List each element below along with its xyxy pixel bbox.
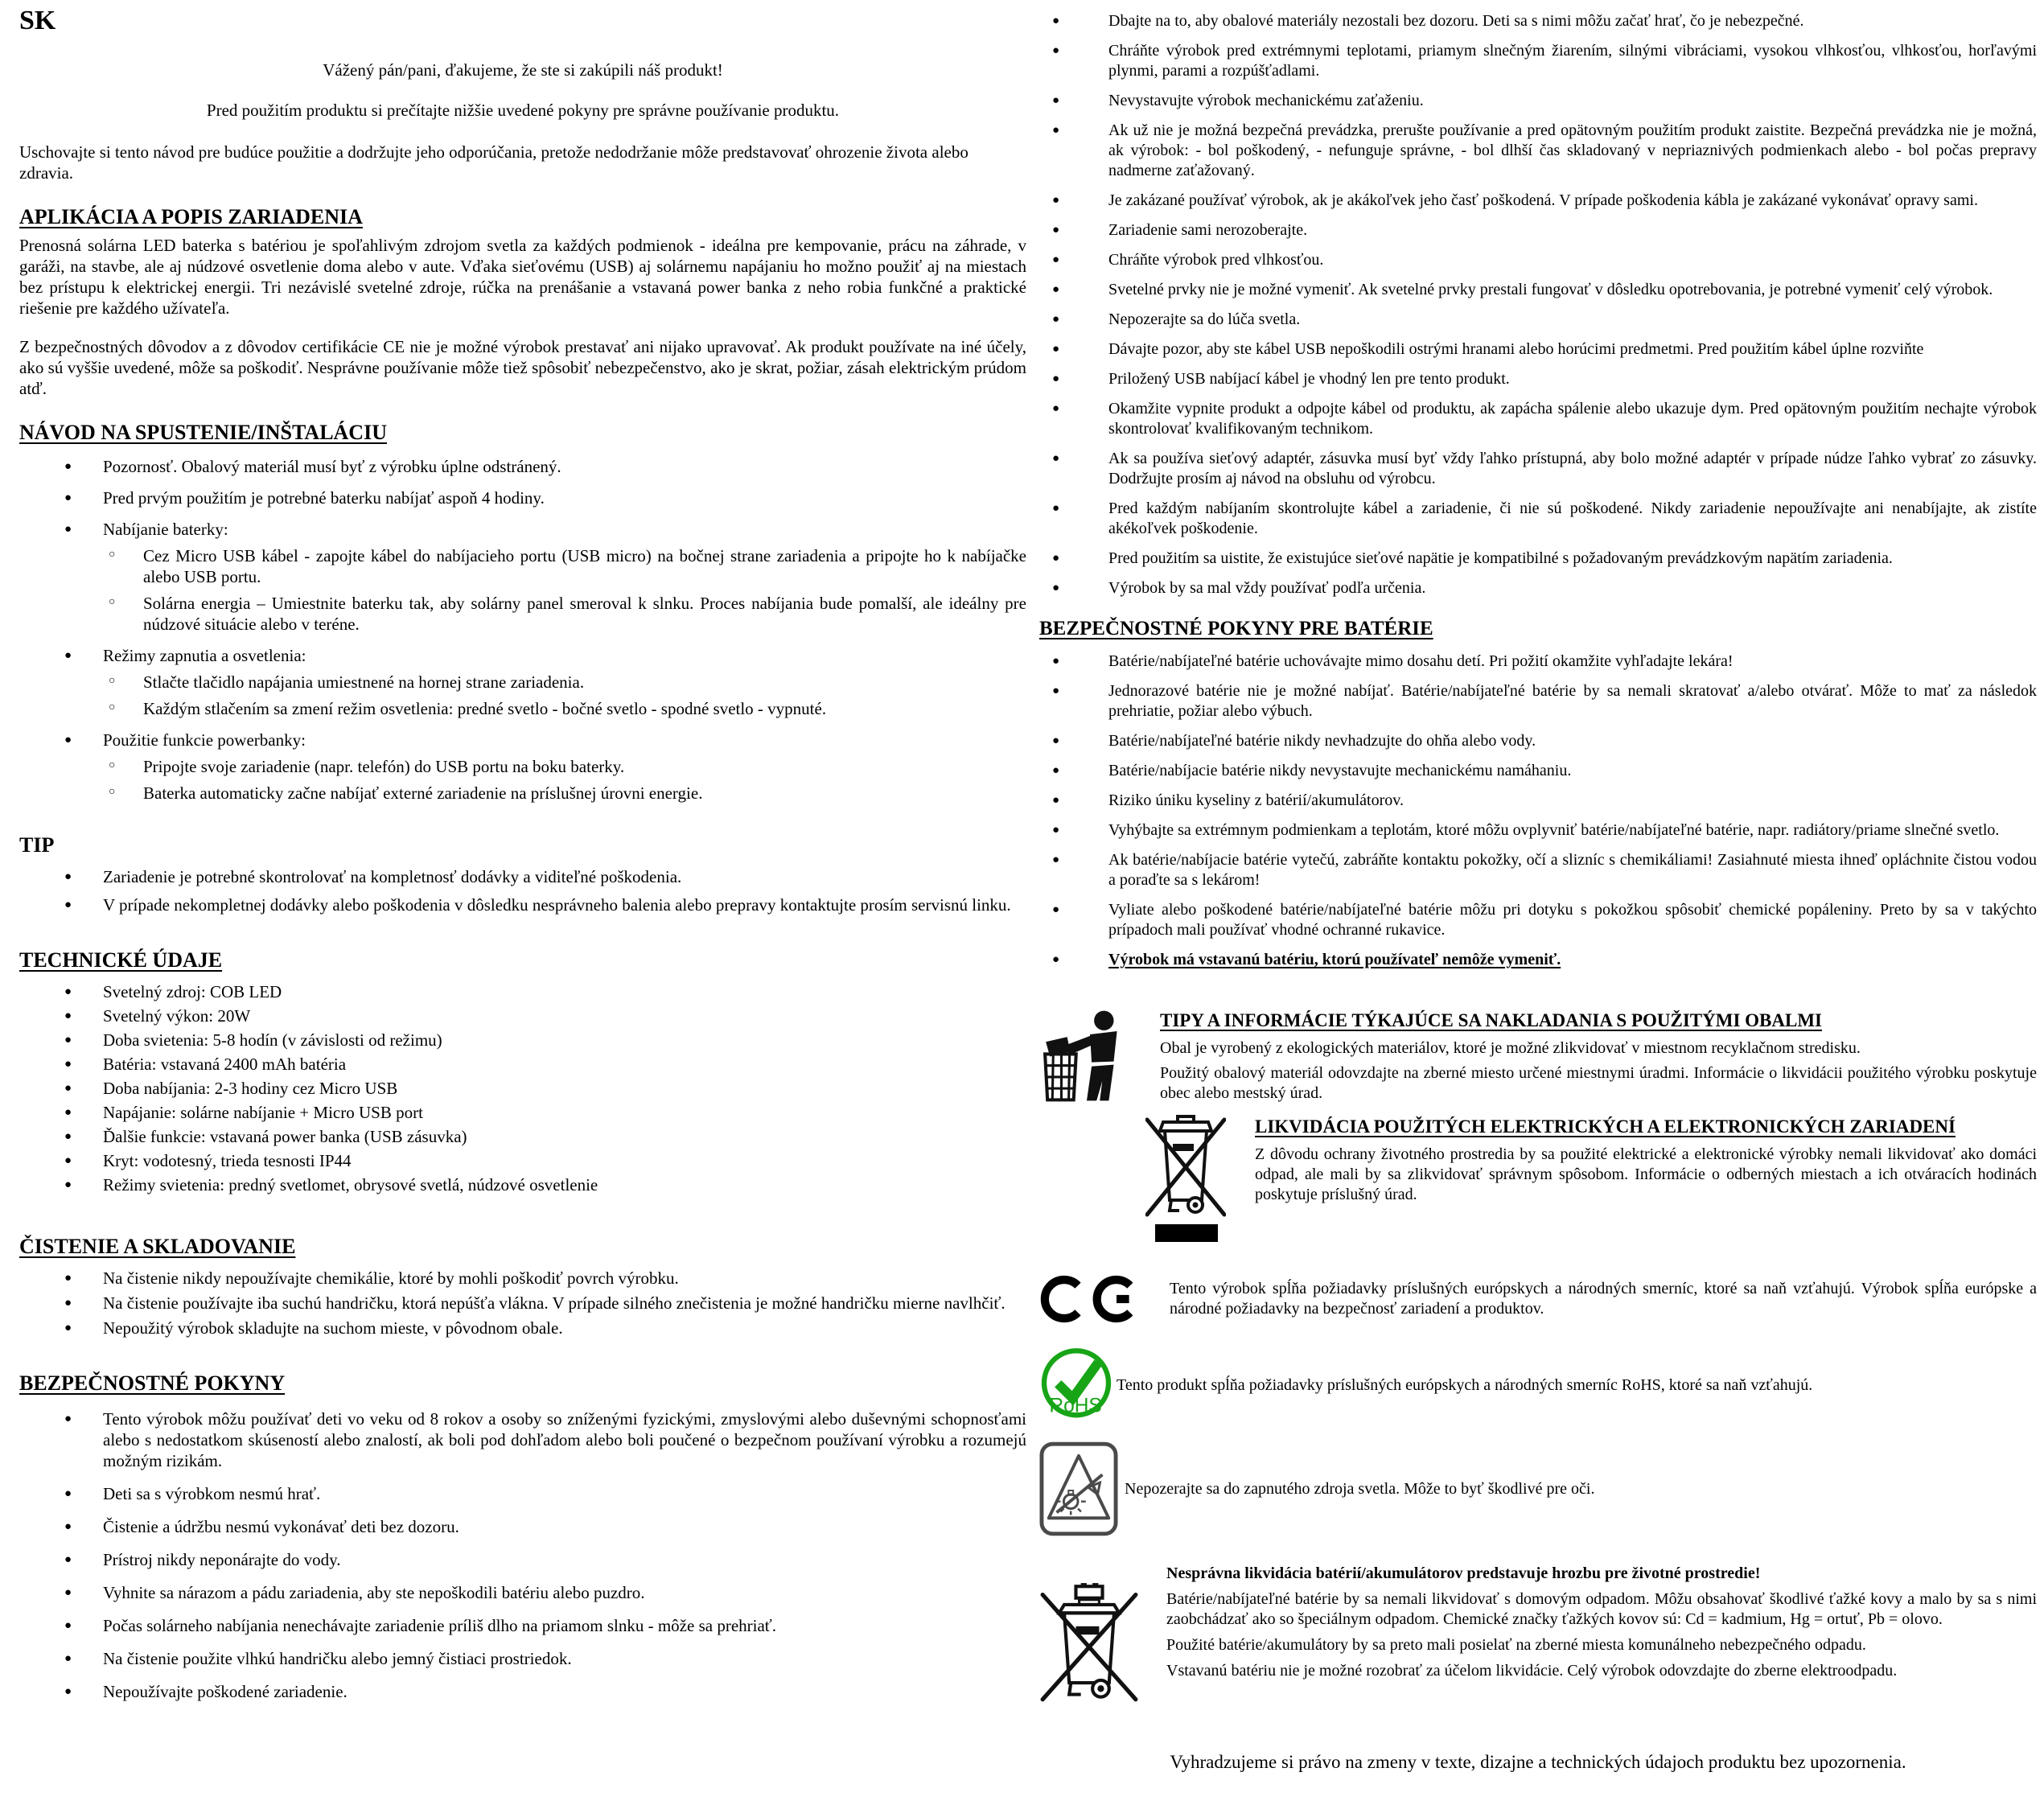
list-item: ● Ďalšie funkcie: vstavaná power banka (USB zásuvka)	[19, 1126, 1026, 1147]
safety-list-continued	[1039, 11, 2037, 598]
ce-text	[1170, 1279, 2037, 1319]
list-item: ● Zariadenie sami nerozoberajte.	[1039, 220, 2037, 241]
section-heading-application: APLIKÁCIA A POPIS ZARIADENIA	[19, 205, 363, 228]
cleaning-list	[19, 1268, 1026, 1338]
rohs-icon	[1039, 1345, 1113, 1425]
list-item: ● Chráňte výrobok pred extrémnymi teplotami, priamym slnečným žiarením, silnými vibráciami, vysokou vlhkosťou, vlhkosťou, horľavými plynmi, parami a rozpúšťadlami.	[1039, 41, 2037, 81]
section-heading-battery-safety: BEZPEČNOSTNÉ POKYNY PRE BATÉRIE	[1039, 618, 1433, 639]
list-item: ● Na čistenie používajte iba suchú handričku, ktorá nepúšťa vlákna. V prípade silného znečistenia je možné handričku mierne navlhčiť.	[19, 1293, 1026, 1314]
list-item: ● Vyhýbajte sa extrémnym podmienkam a teplotám, ktoré môžu ovplyvniť batérie/nabíjateľné batérie, napr. radiátory/priame slnečné svetlo.	[1039, 820, 2037, 841]
list-item: ● Ak sa používa sieťový adaptér, zásuvka musí byť vždy ľahko prístupná, aby bolo možné adaptér v prípade núdze ľahko vybrať zo zásuvky. Dodržujte prosím aj návod na obsluhu od výrobcu.	[1039, 449, 2037, 489]
light-warning-section	[1039, 1441, 2037, 1536]
ce-paragraph: Tento výrobok spĺňa požiadavky príslušných európskych a národných smerníc, ktoré sa naň vzťahujú. Výrobok spĺňa európske a národné požiadavky na bezpečnosť zariadení a produktov.	[1170, 1280, 2037, 1318]
list-item: ● Na čistenie nikdy nepoužívajte chemikálie, ktoré by mohli poškodiť povrch výrobku.	[19, 1268, 1026, 1289]
list-item: ● Okamžite vypnite produkt a odpojte kábel od produktu, ak zapácha spálenie alebo ukazuje dym. Pred opätovným použitím nechajte výrobok skontrolovať kvalifikovaným technikom.	[1039, 399, 2037, 439]
list-item: ● Riziko úniku kyseliny z batérií/akumulátorov.	[1039, 791, 2037, 811]
application-paragraph-2: Z bezpečnostných dôvodov a z dôvodov certifikácie CE nie je možné výrobok prestavať ani nijako upravovať. Ak produkt používate na iné účely, ako sú vyššie uvedené, môže sa poškodiť. Nesprávne používanie môže tiež spôsobiť nebezpečenstvo, ako je skrat, požiar, zásah elektrickým prúdom atď.	[19, 337, 1026, 398]
battery-safety-list	[1039, 652, 2037, 970]
sub-list-item: ○ Solárna energia – Umiestnite baterku tak, aby solárny panel smeroval k slnku. Proces nabíjania bude pomalší, ale ideálny pre núdzové situácie alebo v teréne.	[103, 593, 1026, 635]
list-item: ● Pred použitím sa uistite, že existujúce sieťové napätie je kompatibilné s požadovaným prevádzkovým napätím zariadenia.	[1039, 549, 2037, 569]
list-item: ● Výrobok má vstavanú batériu, ktorú používateľ nemôže vymeniť.	[1039, 950, 2037, 970]
weee-bin-icon	[1145, 1115, 1240, 1242]
rohs-paragraph: Tento produkt spĺňa požiadavky príslušných európskych a národných smerníc RoHS, ktoré sa naň vzťahujú.	[1117, 1375, 1813, 1394]
light-warning-text	[1125, 1479, 2037, 1499]
tech-list	[19, 981, 1026, 1195]
packaging-title: TIPY A INFORMÁCIE TÝKAJÚCE SA NAKLADANIA S POUŽITÝMI OBALMI	[1160, 1010, 1822, 1030]
list-item: ● Batéria: vstavaná 2400 mAh batéria	[19, 1054, 1026, 1075]
battery-disposal-paragraph-2: Použité batérie/akumulátory by sa preto mali posielať na zberné miesta komunálneho nebezpečného odpadu.	[1166, 1636, 1866, 1654]
battery-disposal-paragraph-1: Batérie/nabíjateľné batérie by sa nemali likvidovať s domovým odpadom. Môžu obsahovať škodlivé ťažké kovy a malo by sa s nimi zaobchádzať ako so špeciálnym odpadom. Chemické značky ťažkých kovov sú: Cd = kadmium, Hg = ortuť, Pb = olovo.	[1166, 1590, 2037, 1628]
section-heading-cleaning: ČISTENIE A SKLADOVANIE	[19, 1235, 296, 1258]
list-item: ● Režimy svietenia: predný svetlomet, obrysové svetlá, núdzové osvetlenie	[19, 1174, 1026, 1195]
packaging-paragraph-2: Použitý obalový materiál odovzdajte na zberné miesto určené miestnymi úradmi. Informácie o likvidácii použitého výrobku poskytuje obec alebo mestský úrad.	[1160, 1064, 2037, 1102]
left-column	[19, 0, 1026, 1702]
sub-list-item: ○ Cez Micro USB kábel - zapojte kábel do nabíjacieho portu (USB micro) na bočnej strane zariadenia a pripojte ho k nabíjačke alebo USB portu.	[103, 545, 1026, 587]
list-item: ● Svetelné prvky nie je možné vymeniť. Ak svetelné prvky prestali fungovať v dôsledku opotrebovania, je potrebné vymeniť celý výrobok.	[1039, 280, 2037, 300]
packaging-disposal-section	[1039, 1009, 2037, 1104]
list-item: ● Ak batérie/nabíjacie batérie vytečú, zabráňte kontaktu pokožky, očí a slizníc s chemikáliami! Zasiahnuté miesta ihneď opláchnite čistou vodou a poraďte sa s lekárom!	[1039, 850, 2037, 890]
list-item: ● Výrobok by sa mal vždy používať podľa určenia.	[1039, 578, 2037, 598]
footer-note: Vyhradzujeme si právo na zmeny v texte, dizajne a technických údajoch produktu bez upozornenia.	[1170, 1752, 1906, 1772]
sub-list-item: ○ Stlačte tlačidlo napájania umiestnené na hornej strane zariadenia.	[103, 672, 1026, 693]
packaging-text	[1160, 1009, 2037, 1104]
weee-date-bar	[1155, 1224, 1218, 1242]
sub-list-item: ○ Baterka automaticky začne nabíjať externé zariadenie na príslušnej úrovni energie.	[103, 783, 1026, 804]
sub-list	[103, 545, 1026, 635]
section-heading-startup: NÁVOD NA SPUSTENIE/INŠTALÁCIU	[19, 421, 387, 444]
list-item: ● Batérie/nabíjateľné batérie nikdy nevhadzujte do ohňa alebo vody.	[1039, 731, 2037, 751]
section-heading-tech: TECHNICKÉ ÚDAJE	[19, 948, 223, 972]
list-item: ● Na čistenie použite vlhkú handričku alebo jemný čistiaci prostriedok.	[19, 1648, 1026, 1669]
list-item: ● Dbajte na to, aby obalové materiály nezostali bez dozoru. Deti sa s nimi môžu začať hrať, čo je nebezpečné.	[1039, 11, 2037, 31]
list-item: ● Dávajte pozor, aby ste kábel USB nepoškodili ostrými hranami alebo horúcimi predmetmi. Pred použitím kábel úplne rozviňte	[1039, 339, 2037, 360]
battery-disposal-section	[1039, 1564, 2037, 1704]
sub-list-item: ○ Pripojte svoje zariadenie (napr. telefón) do USB portu na boku baterky.	[103, 756, 1026, 777]
list-item: ● Chráňte výrobok pred vlhkosťou.	[1039, 250, 2037, 270]
list-item: ● Zariadenie je potrebné skontrolovať na kompletnosť dodávky a viditeľné poškodenia.	[19, 866, 1026, 887]
rohs-section	[1039, 1345, 2037, 1425]
list-item: ● Nevystavujte výrobok mechanickému zaťaženiu.	[1039, 91, 2037, 111]
battery-disposal-text	[1166, 1564, 2037, 1681]
list-item: ● Doba svietenia: 5-8 hodín (v závislosti od režimu)	[19, 1030, 1026, 1051]
list-item: ● Svetelný zdroj: COB LED	[19, 981, 1026, 1002]
list-item: ● Čistenie a údržbu nesmú vykonávať deti bez dozoru.	[19, 1516, 1026, 1537]
list-item: ● Svetelný výkon: 20W	[19, 1005, 1026, 1026]
language-code: SK	[19, 6, 56, 35]
list-item: ● Batérie/nabíjacie batérie nikdy nevystavujte mechanickému namáhaniu.	[1039, 761, 2037, 781]
sub-list	[103, 756, 1026, 804]
packaging-paragraph-1: Obal je vyrobený z ekologických materiálov, ktoré je možné zlikvidovať v miestnom recyklačnom stredisku.	[1160, 1039, 1861, 1057]
list-item: ● Ak už nie je možná bezpečná prevádzka, prerušte používanie a pred opätovným použitím produkt zaistite. Bezpečná prevádzka nie je možná, ak výrobok: - bol poškodený, - nefunguje správne, - bol dlhší čas skladovaný v nepriaznivých podmienkach alebo - bol počas prepravy nadmerne zaťažovaný.	[1039, 121, 2037, 181]
list-item: ● Doba nabíjania: 2-3 hodiny cez Micro USB	[19, 1078, 1026, 1099]
list-item: ● Priložený USB nabíjací kábel je vhodný len pre tento produkt.	[1039, 369, 2037, 389]
rohs-label: RoHS	[1049, 1395, 1102, 1417]
list-item: ● Kryt: vodotesný, trieda tesnosti IP44	[19, 1150, 1026, 1171]
section-heading-safety: BEZPEČNOSTNÉ POKYNY	[19, 1371, 286, 1395]
list-item: ● Počas solárneho nabíjania nenechávajte zariadenie príliš dlho na priamom slnku - môže sa prehriať.	[19, 1615, 1026, 1636]
sub-list	[103, 672, 1026, 719]
list-item: ● Nepoužitý výrobok skladujte na suchom mieste, v pôvodnom obale.	[19, 1318, 1026, 1338]
sub-list-item: ○ Každým stlačením sa zmení režim osvetlenia: predné svetlo - bočné svetlo - spodné svetlo - vypnuté.	[103, 698, 1026, 719]
list-item: ● Batérie/nabíjateľné batérie uchovávajte mimo dosahu detí. Pri požití okamžite vyhľadajte lekára!	[1039, 652, 2037, 672]
intro-read-before: Pred použitím produktu si prečítajte nižšie uvedené pokyny pre správne používanie produktu.	[206, 101, 840, 120]
list-item: ● Pozornosť. Obalový materiál musí byť z výrobku úplne odstránený.	[19, 456, 1026, 477]
weee-title: LIKVIDÁCIA POUŽITÝCH ELEKTRICKÝCH A ELEKTRONICKÝCH ZARIADENÍ	[1255, 1116, 1956, 1137]
application-paragraph-1: Prenosná solárna LED baterka s batériou je spoľahlivým zdrojom svetla za každých podmienok - ideálna pre kempovanie, prácu na záhrade, v garáži, na stavbe, ale aj núdzové osvetlenie doma alebo v aute. Vďaka sieťovému (USB) aj solárnemu napájaniu ho možno použiť aj na miestach bez prístupu k elektrickej energii. Tri nezávislé svetelné zdroje, rúčka na prenášanie a vstavaná power banka z neho robia funkčné a praktické riešenie pre každého užívateľa.	[19, 236, 1026, 318]
startup-list	[19, 456, 1026, 804]
list-item: ● Deti sa s výrobkom nesmú hrať.	[19, 1483, 1026, 1504]
list-item: ● Jednorazové batérie nie je možné nabíjať. Batérie/nabíjateľné batérie by sa nemali skratovať a/alebo otvárať. Môže to mať za následok prehriatie, požiar alebo výbuch.	[1039, 681, 2037, 722]
light-warning-paragraph: Nepozerajte sa do zapnutého zdroja svetla. Môže to byť škodlivé pre oči.	[1125, 1479, 1595, 1498]
battery-disposal-icon	[1039, 1564, 1166, 1704]
list-item: ● Pred každým nabíjaním skontrolujte kábel a zariadenie, či nie sú poškodené. Nikdy zariadenie nepoužívajte ani nenabíjajte, ak zistíte akékoľvek poškodenie.	[1039, 499, 2037, 539]
rohs-text	[1117, 1375, 2037, 1396]
list-item: ● Vyliate alebo poškodené batérie/nabíjateľné batérie môžu pri dotyku s pokožkou spôsobiť chemické popáleniny. Preto by sa v takýchto prípadoch mali používať vhodné ochranné rukavice.	[1039, 900, 2037, 940]
list-item: ● Nepozerajte sa do lúča svetla.	[1039, 310, 2037, 330]
ce-mark-icon	[1039, 1273, 1136, 1326]
tidy-man-icon	[1039, 1009, 1160, 1104]
list-item: ● Vyhnite sa nárazom a pádu zariadenia, aby ste nepoškodili batériu alebo puzdro.	[19, 1582, 1026, 1603]
list-item: ● Režimy zapnutia a osvetlenia: ○ Stlačte tlačidlo napájania umiestnené na hornej strane zariadenia. ○ Každým stlačením sa zmení režim osvetlenia: predné svetlo - bočné svetlo - spodné svetlo - vypnuté.	[19, 645, 1026, 719]
list-item: ● Použitie funkcie powerbanky: ○ Pripojte svoje zariadenie (napr. telefón) do USB portu na boku baterky. ○ Baterka automaticky začne nabíjať externé zariadenie na príslušnej úrovni energie.	[19, 730, 1026, 804]
intro-salutation: Vážený pán/pani, ďakujeme, že ste si zakúpili náš produkt!	[323, 60, 723, 80]
weee-section	[1039, 1115, 2037, 1242]
list-item: ● Pred prvým použitím je potrebné baterku nabíjať aspoň 4 hodiny.	[19, 487, 1026, 508]
light-warning-icon	[1039, 1441, 1118, 1536]
list-item: ● Napájanie: solárne nabíjanie + Micro USB port	[19, 1102, 1026, 1123]
ce-section	[1039, 1273, 2037, 1326]
intro-keep-manual: Uschovajte si tento návod pre budúce použitie a dodržujte jeho odporúčania, pretože nedodržanie môže predstavovať ohrozenie života alebo zdravia.	[19, 142, 969, 183]
battery-disposal-paragraph-3: Vstavanú batériu nie je možné rozobrať za účelom likvidácie. Celý výrobok odovzdajte do zberne elektroodpadu.	[1166, 1662, 1898, 1680]
section-heading-tip: TIP	[19, 833, 55, 857]
right-column	[1039, 0, 2037, 1772]
list-item: ● Prístroj nikdy neponárajte do vody.	[19, 1549, 1026, 1570]
safety-list	[19, 1408, 1026, 1702]
list-item: ● V prípade nekompletnej dodávky alebo poškodenia v dôsledku nesprávneho balenia alebo prepravy kontaktujte prosím servisnú linku.	[19, 894, 1026, 915]
list-item: ● Je zakázané používať výrobok, ak je akákoľvek jeho časť poškodená. V prípade poškodenia kábla je zakázané vykonávať opravy sami.	[1039, 191, 2037, 211]
weee-text	[1255, 1115, 2037, 1205]
list-item: ● Tento výrobok môžu používať deti vo veku od 8 rokov a osoby so zníženými fyzickými, zmyslovými alebo duševnými schopnosťami alebo s nedostatkom skúseností alebo znalostí, ak boli pod dohľadom alebo boli poučené o bezpečnom používaní výrobku a rozumejú možným rizikám.	[19, 1408, 1026, 1471]
battery-disposal-title: Nesprávna likvidácia batérií/akumulátorov predstavuje hrozbu pre životné prostredie!	[1166, 1564, 1761, 1582]
weee-paragraph: Z dôvodu ochrany životného prostredia by sa použité elektrické a elektronické výrobky nemali likvidovať ako domáci odpad, ale mali by sa zlikvidovať správnym spôsobom. Informácie o odberných miestach a ich otváracích hodinách poskytuje príslušný úrad.	[1255, 1145, 2037, 1203]
tip-list	[19, 866, 1026, 915]
list-item: ● Nabíjanie baterky: ○ Cez Micro USB kábel - zapojte kábel do nabíjacieho portu (USB micro) na bočnej strane zariadenia a pripojte ho k nabíjačke alebo USB portu. ○ Solárna energia – Umiestnite baterku tak, aby solárny panel smeroval k slnku. Proces nabíjania bude pomalší, ale ideálny pre núdzové situácie alebo v teréne.	[19, 519, 1026, 635]
list-item: ● Nepoužívajte poškodené zariadenie.	[19, 1681, 1026, 1702]
